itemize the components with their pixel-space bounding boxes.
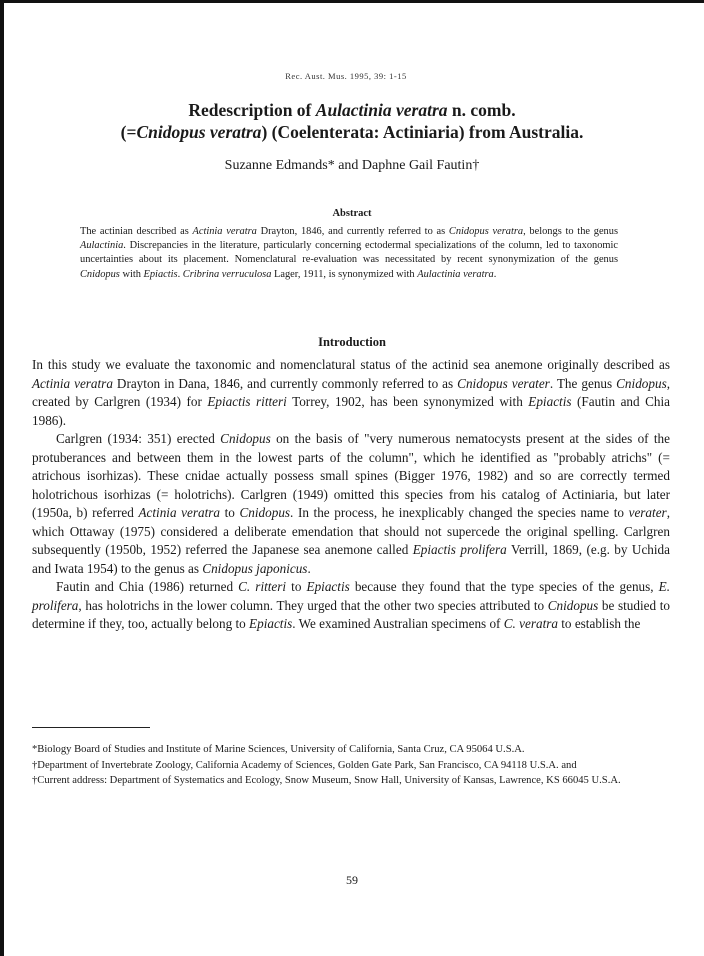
page-number: 59: [346, 873, 358, 887]
footnote-affiliation-2: †Department of Invertebrate Zoology, California Academy of Sciences, Golden Gate Park, San Francisco, CA 94118 U.S.A. and: [32, 759, 577, 771]
footnote-divider: [32, 727, 150, 728]
introduction-body: [32, 356, 670, 634]
title-synonym: Cnidopus veratra: [136, 122, 262, 142]
abstract-text: The actinian described as Actinia veratra Drayton, 1846, and currently referred to as Cnidopus veratra, belongs to the genus Aulactinia. Discrepancies in the literature, particularly concerning ectodermal specializations of the column, led to taxonomic uncertainties about its placement. Nomenclatural re-evaluation was necessitated by recent synonymization of the genus Cnidopus with Epiactis. Cribrina verruculosa Lager, 1911, is synonymized with Aulactinia veratra.: [80, 226, 618, 280]
title-line-2: (=Cnidopus veratra) (Coelenterata: Actiniaria) from Australia.: [120, 122, 584, 142]
scan-left-edge: [0, 0, 4, 956]
paragraph-1: In this study we evaluate the taxonomic and nomenclatural status of the actinid sea anemone originally described as Actinia veratra Drayton in Dana, 1846, and currently commonly referred to as Cnidopus verater. The genus Cnidopus, created by Carlgren (1934) for Epiactis ritteri Torrey, 1902, has been synonymized with Epiactis (Fautin and Chia 1986).: [32, 357, 671, 428]
introduction-heading: Introduction: [318, 335, 386, 349]
footnote-current-address: †Current address: Department of Systematics and Ecology, Snow Museum, Snow Hall, University of Kansas, Lawrence, KS 66045 U.S.A.: [32, 775, 621, 787]
title-line-1: Redescription of Aulactinia veratra n. comb.: [188, 100, 516, 120]
journal-citation: Rec. Aust. Mus. 1995, 39: 1-15: [285, 71, 407, 81]
scan-top-edge: [0, 0, 704, 3]
title-taxon: Aulactinia veratra: [315, 100, 448, 120]
paragraph-3: Fautin and Chia (1986) returned C. ritteri to Epiactis because they found that the type species of the genus, E. prolifera, has holotrichs in the lower column. They urged that the other two species attributed to Cnidopus be studied to determine if they, too, actually belong to Epiactis. We examined Australian specimens of C. veratra to establish the: [32, 579, 670, 631]
authors: Suzanne Edmands* and Daphne Gail Fautin†: [224, 158, 480, 173]
abstract-heading: Abstract: [332, 208, 372, 219]
footnote-affiliation-1: *Biology Board of Studies and Institute of Marine Sciences, University of California, Santa Cruz, CA 95064 U.S.A.: [32, 744, 525, 755]
paragraph-2: Carlgren (1934: 351) erected Cnidopus on the basis of "very numerous nematocysts present at the sides of the protuberances and between them in the lowest parts of the column", which he identified as "probably atrichs" (= atrichous isorhizas). These cnidae actually possess small spines (Bigger 1976, 1982) and so are correctly termed holotrichous isorhizas (= holotrichs). Carlgren (1949) omitted this species from his catalog of Actiniaria, but later (1950a, b) referred Actinia veratra to Cnidopus. In the process, he inexplicably changed the species name to verater, which Ottaway (1975) considered a deliberate emendation that should not supercede the original spelling. Carlgren subsequently (1950b, 1952) referred the Japanese sea anemone called Epiactis prolifera Verrill, 1869, (e.g. by Uchida and Iwata 1954) to the genus as Cnidopus japonicus.: [32, 431, 671, 576]
footnotes: [32, 743, 670, 790]
